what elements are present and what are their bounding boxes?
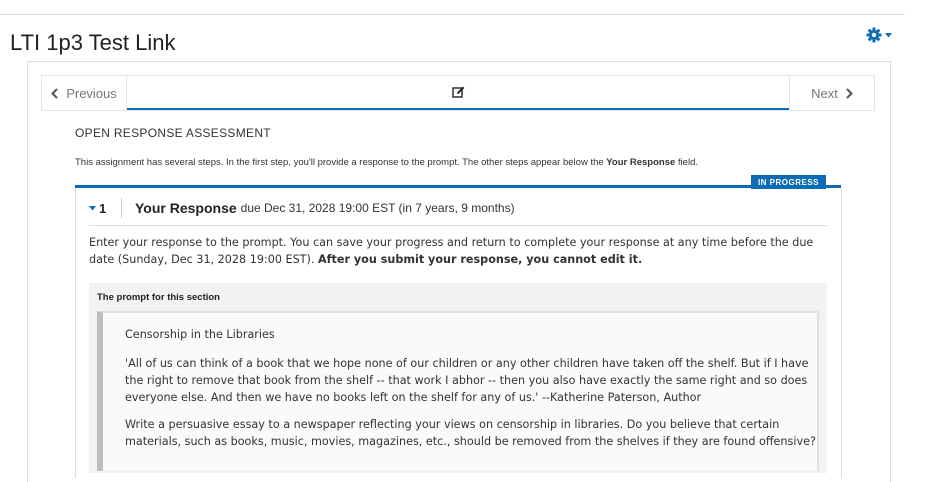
step-number [89,201,121,216]
step-number-value: 1 [99,200,107,216]
instructions-text: Enter your response to the prompt. You can save your progress and return to complete your response at any time before the due date (Sunday, Dec 31, 2028 19:00 EST). [89,236,814,266]
instructions-bold: After you submit your response, you cannot edit it. [317,253,643,266]
header-divider [0,14,905,15]
prompt-title: Censorship in the Libraries [125,328,275,341]
chevron-right-icon [846,88,853,99]
intro-end: field. [675,157,698,168]
previous-button[interactable] [42,76,127,110]
intro-text: This assignment has several steps. In the first step, you'll provide a response to the prompt. The other steps appear below the [75,157,607,168]
intro-bold: Your Response [606,157,676,168]
caret-down-icon [885,33,892,38]
step-label: Your Response [135,200,237,216]
assessment-intro [75,157,698,168]
chevron-left-icon [51,88,58,99]
step-due-date: due Dec 31, 2028 19:00 EST (in 7 years, 9 months) [240,201,515,215]
prompt-text [125,326,820,460]
prompt-quote: 'All of us can think of a book that we hope none of our children or any other children have taken off the shelf. But if I have the right to remove that book from the shelf -- that work I abhor -- then you also have exactly the same right and so does everyone else. And then we have no books left on the shelf for any of us.' --Katherine Paterson, Author [125,357,809,404]
previous-label: Previous [66,85,117,101]
step-instructions [89,234,829,268]
gear-icon [866,27,882,43]
unit-navigation [41,75,875,111]
next-button[interactable] [789,76,874,110]
edit-icon [452,86,465,98]
step-header[interactable] [89,196,515,220]
status-badge: IN PROGRESS [751,175,826,189]
prompt-task: Write a persuasive essay to a newspaper reflecting your views on censorship in libraries. Do you believe that certain materials, such as books, music, movies, magazines, etc., should be removed from the shelves if they are found offensive? [125,418,816,448]
next-label: Next [811,85,838,101]
step-divider [121,198,122,218]
prompt-label: The prompt for this section [97,292,220,303]
settings-menu-button[interactable] [866,27,892,43]
unit-tab-active[interactable] [127,76,789,110]
page-title: LTI 1p3 Test Link [10,30,176,55]
step-header-divider [89,225,827,226]
caret-down-icon [89,206,96,211]
assessment-title: OPEN RESPONSE ASSESSMENT [75,126,271,140]
